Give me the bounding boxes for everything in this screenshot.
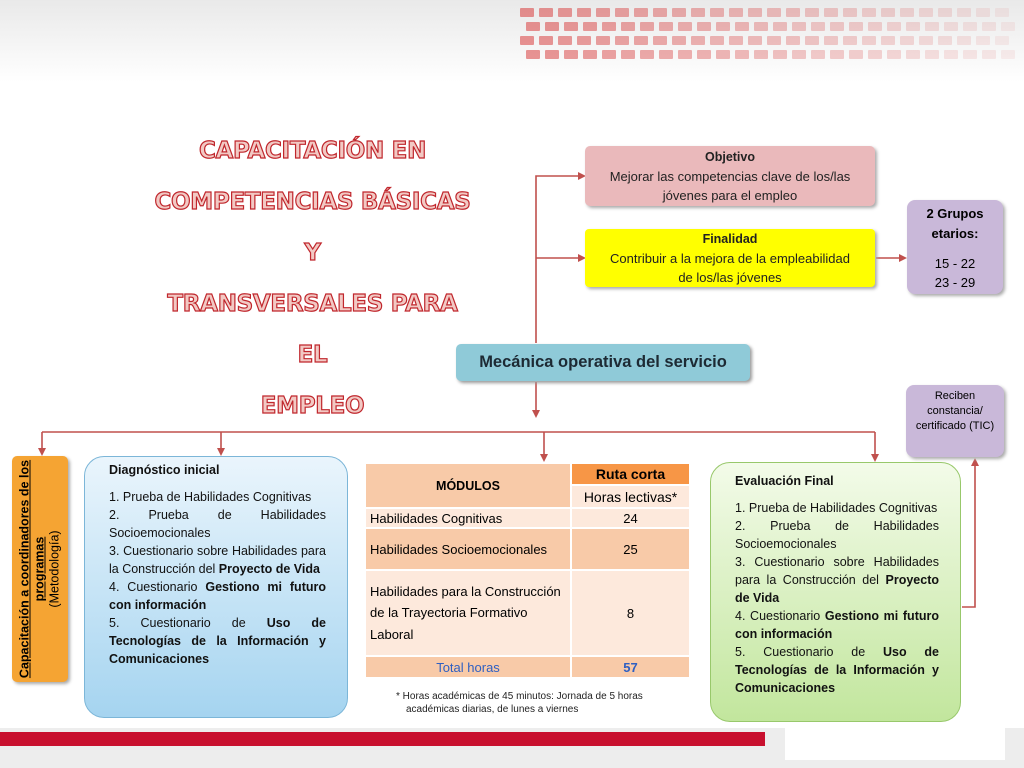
list-item: 1. Prueba de Habilidades Cognitivas <box>109 490 312 504</box>
table-cell-hours: 24 <box>571 508 690 528</box>
table-cell-module: Habilidades para la Construcción de la Trayectoria Formativo Laboral <box>365 570 571 656</box>
diagnostico-heading: Diagnóstico inicial <box>109 463 220 477</box>
table-cell-hours: 25 <box>571 528 690 570</box>
grupo-range: 23 - 29 <box>934 275 976 290</box>
title-line: TRANSVERSALES PARA EL <box>167 291 458 368</box>
finalidad-text: Contribuir a la mejora de la empleabilidad de los/las jóvenes <box>610 251 850 285</box>
table-header-ruta: Ruta corta <box>571 463 690 485</box>
list-item: 5. Cuestionario de Uso de Tecnologías de la Información y Comunicaciones <box>735 645 939 695</box>
list-item: 3. Cuestionario sobre Habilidades para la Construcción del Proyecto de Vida <box>735 555 939 605</box>
finalidad-heading: Finalidad <box>702 232 758 246</box>
table-cell-hours: 8 <box>571 570 690 656</box>
title-line: CAPACITACIÓN EN <box>198 138 427 164</box>
list-item: 4. Cuestionario Gestiono mi futuro con información <box>735 609 939 641</box>
grupos-etarios-box <box>907 200 1003 294</box>
evaluacion-heading: Evaluación Final <box>735 474 834 488</box>
footnote-line: académicas diarias, de lunes a viernes <box>406 704 579 715</box>
arrow-to-reciben <box>962 460 975 607</box>
list-item: 4. Cuestionario Gestiono mi futuro con información <box>109 580 326 612</box>
objetivo-heading: Objetivo <box>704 150 755 164</box>
table-row <box>365 508 690 528</box>
list-item: 2. Prueba de Habilidades Socioemocionales <box>109 508 326 540</box>
modulos-table <box>364 462 691 679</box>
title-line: COMPETENCIAS BÁSICAS Y <box>154 189 471 266</box>
page-title <box>150 126 475 432</box>
table-row <box>365 570 690 656</box>
table-row <box>365 528 690 570</box>
grupo-range: 15 - 22 <box>934 256 976 271</box>
table-header-modulos: MÓDULOS <box>365 463 571 508</box>
list-item: 1. Prueba de Habilidades Cognitivas <box>735 501 938 515</box>
diagnostico-list <box>109 488 326 668</box>
diagnostico-inicial-box <box>84 456 348 718</box>
objetivo-box <box>585 146 875 206</box>
evaluacion-list <box>735 499 939 697</box>
mecanica-operativa-box: Mecánica operativa del servicio <box>456 344 750 381</box>
finalidad-box <box>585 229 875 287</box>
footnote <box>396 690 666 716</box>
capacitacion-title: Capacitación a coordinadores de los programas <box>17 459 47 679</box>
list-item: 5. Cuestionario de Uso de Tecnologías de la Información y Comunicaciones <box>109 616 326 666</box>
table-cell-module: Habilidades Socioemocionales <box>365 528 571 570</box>
capacitacion-subtitle: (Metodología) <box>47 530 62 608</box>
arrow-to-objetivo <box>536 176 584 343</box>
table-total-row <box>365 656 690 678</box>
table-total-value: 57 <box>571 656 690 678</box>
capacitacion-coordinadores-box <box>12 456 68 682</box>
table-cell-module: Habilidades Cognitivas <box>365 508 571 528</box>
table-total-label: Total horas <box>365 656 571 678</box>
list-item: 3. Cuestionario sobre Habilidades para la Construcción del Proyecto de Vida <box>109 544 326 576</box>
table-header-horas: Horas lectivas* <box>571 485 690 508</box>
title-line: EMPLEO <box>260 393 365 419</box>
evaluacion-final-box <box>710 462 961 722</box>
grupos-heading: 2 Grupos etarios: <box>926 206 984 241</box>
objetivo-text: Mejorar las competencias clave de los/las jóvenes para el empleo <box>609 169 851 203</box>
reciben-constancia-box: Reciben constancia/ certificado (TIC) <box>906 385 1004 457</box>
list-item: 2. Prueba de Habilidades Socioemocionales <box>735 519 939 551</box>
footnote-line: * Horas académicas de 45 minutos: Jornada de 5 horas <box>396 691 643 702</box>
